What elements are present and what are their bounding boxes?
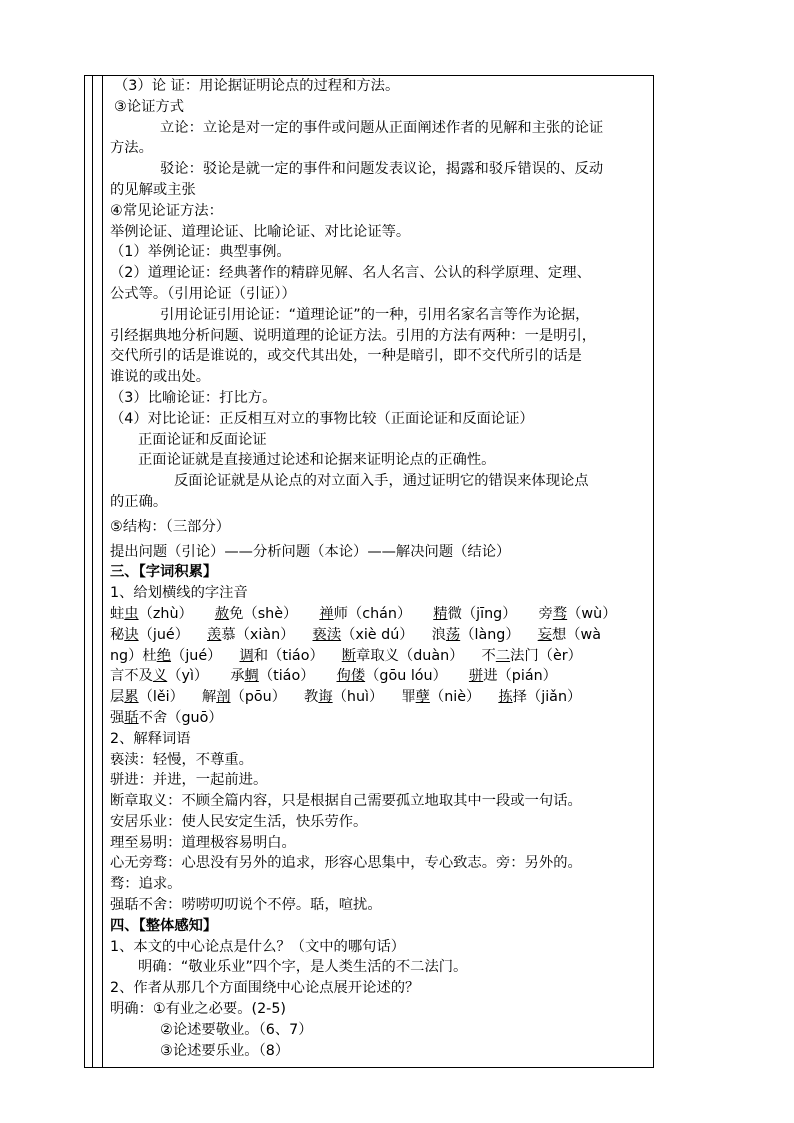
text-line: 正面论证就是直接通过论述和论据来证明论点的正确性。: [138, 452, 496, 469]
pinyin-text: 慕（xiàn）: [221, 626, 295, 643]
pinyin-text: 不舍（guō）: [138, 709, 223, 726]
text-line: 2、解释词语: [110, 730, 191, 747]
pinyin-row: [110, 604, 650, 625]
pinyin-row: [110, 687, 650, 708]
underlined-char: 荡: [445, 626, 461, 643]
pinyin-text: （zhù）: [138, 605, 193, 622]
pinyin-text: 进（pián）: [483, 668, 557, 685]
text-line: 心无旁骛：心思没有另外的追求，形容心思集中，专心致志。旁：另外的。: [110, 855, 582, 872]
underlined-char: 绝: [156, 647, 172, 664]
text-line: 的见解或主张: [110, 181, 196, 198]
pinyin-text: 教: [304, 689, 319, 706]
pinyin-text: （wù）: [567, 605, 617, 622]
pinyin-text: （niè）: [429, 689, 481, 706]
pinyin-row: [110, 666, 650, 687]
text-line: 断章取义：不顾全篇内容，只是根据自己需要孤立地取其中一段或一句话。: [110, 793, 582, 810]
text-line: 强聒不舍：唠唠叨叨说个不停。聒，喧扰。: [110, 897, 382, 914]
pinyin-text: 师（chán）: [333, 605, 412, 622]
pinyin-text: （làng）: [460, 626, 520, 643]
underlined-char: 亵渎: [312, 626, 342, 643]
text-line: 亵渎：轻慢，不尊重。: [110, 751, 253, 768]
table-column-divider: [102, 75, 103, 1068]
underlined-char: 虫: [124, 605, 139, 622]
text-line: ②论述要敬业。（6、7）: [160, 1021, 313, 1038]
text-line: （2）道理论证：经典著作的精辟见解、名人名言、公认的科学原理、定理、: [110, 265, 591, 282]
pinyin-text: 微（jīng）: [447, 605, 517, 622]
pinyin-text: （huì）: [332, 689, 384, 706]
section-heading: 四、【整体感知】: [110, 917, 218, 934]
pinyin-text: 免（shè）: [229, 605, 298, 622]
underlined-char: 聒: [124, 709, 139, 726]
pinyin-item: [401, 687, 480, 708]
pinyin-text: 蛀: [110, 605, 125, 622]
section-heading: 三、【字词积累】: [110, 564, 218, 581]
pinyin-item: [482, 646, 582, 667]
underlined-char: 骈: [468, 668, 484, 685]
text-line: ③论述要乐业。（8）: [160, 1042, 290, 1059]
text-line: 公式等。（引用论证（引证））: [110, 285, 296, 302]
text-line: 交代所引的话是谁说的，或交代其出处，一种是暗引，即不交代所引的话是: [110, 348, 582, 365]
pinyin-text: 择（jiǎn）: [512, 689, 582, 706]
pinyin-text: 言不及: [110, 668, 153, 685]
text-line: ④常见论证方法：: [110, 202, 223, 219]
text-line: 明确：“敬业乐业”四个字，是人类生活的不二法门。: [138, 959, 468, 976]
pinyin-item: [110, 708, 223, 729]
text-line: 提出问题（引论）——分析问题（本论）——解决问题（结论）: [110, 543, 511, 560]
pinyin-text: （gōu lóu）: [365, 668, 447, 685]
pinyin-item: [110, 687, 184, 708]
underlined-char: 诀: [124, 626, 139, 643]
text-line: ③论证方式: [114, 98, 185, 115]
pinyin-item: [202, 687, 286, 708]
pinyin-text: 强: [110, 709, 125, 726]
underlined-char: 羡: [207, 626, 222, 643]
pinyin-text: 章取义（duàn）: [356, 647, 464, 664]
text-line: 反面论证就是从论点的对立面入手，通过证明它的错误来体现论点: [174, 473, 589, 490]
text-line: 举例论证、道理论证、比喻论证、对比论证等。: [110, 223, 411, 240]
pinyin-text: 罪: [401, 689, 416, 706]
pinyin-text: （tiáo）: [258, 668, 315, 685]
pinyin-item: [215, 604, 298, 625]
pinyin-item: [498, 687, 581, 708]
underlined-char: 拣: [498, 689, 513, 706]
underlined-char: 蜩: [244, 668, 259, 685]
underlined-char: 调: [239, 647, 254, 664]
text-line: 明确：①有业之必要。(2-5): [110, 1001, 286, 1018]
pinyin-text: 不: [481, 647, 496, 664]
pinyin-item: [469, 666, 557, 687]
pinyin-text: 想（wà: [551, 626, 602, 643]
text-line: （3）比喻论证：打比方。: [110, 389, 277, 406]
text-line: 的正确。: [110, 493, 168, 510]
pinyin-text: 法门（èr）: [510, 647, 582, 664]
pinyin-text: 承: [230, 668, 245, 685]
pinyin-text: 浪: [431, 626, 446, 643]
pinyin-item: [230, 666, 314, 687]
underlined-char: 累: [124, 689, 139, 706]
pinyin-item: [239, 646, 323, 667]
underlined-char: 赦: [214, 605, 230, 622]
text-line: 方法。: [110, 140, 153, 157]
pinyin-text: 和（tiáo）: [253, 647, 324, 664]
document-body: [110, 76, 650, 1061]
pinyin-row: [110, 625, 650, 646]
underlined-char: 佝偻: [336, 668, 366, 685]
text-line: 骈进：并进，一起前进。: [110, 772, 268, 789]
pinyin-text: （pōu）: [230, 689, 287, 706]
text-line: 立论：立论是对一定的事件或问题从正面阐述作者的见解和主张的论证: [160, 119, 604, 136]
pinyin-item: [110, 625, 189, 646]
text-line: 安居乐业：使人民安定生活，快乐劳作。: [110, 813, 368, 830]
pinyin-text: 秘: [110, 626, 125, 643]
text-line: 理至易明：道理极容易明白。: [110, 834, 296, 851]
pinyin-item: [110, 666, 208, 687]
pinyin-text: （xiè dú）: [341, 626, 414, 643]
pinyin-item: [110, 604, 193, 625]
pinyin-text: 解: [201, 689, 217, 706]
pinyin-item: [312, 625, 413, 646]
pinyin-item: [538, 625, 601, 646]
pinyin-text: 旁: [538, 605, 553, 622]
pinyin-item: [432, 625, 520, 646]
pinyin-row: [110, 708, 650, 729]
pinyin-row: [110, 646, 650, 667]
pinyin-item: [304, 687, 383, 708]
text-line: 1、本文的中心论点是什么？（文中的哪句话）: [110, 938, 406, 955]
underlined-char: 精: [433, 605, 448, 622]
pinyin-item: [337, 666, 447, 687]
pinyin-text: ng）杜: [110, 647, 157, 664]
text-line: 正面论证和反面论证: [138, 431, 267, 448]
pinyin-text: （jué）: [138, 626, 190, 643]
pinyin-item: [433, 604, 516, 625]
text-line: 2、作者从那几个方面围绕中心论点展开论述的？: [110, 980, 420, 997]
underlined-char: 义: [152, 668, 168, 685]
pinyin-text: （jué）: [171, 647, 222, 664]
underlined-char: 断: [341, 647, 357, 664]
underlined-char: 剖: [216, 689, 231, 706]
underlined-char: 骛: [552, 605, 568, 622]
underlined-char: 孽: [415, 689, 430, 706]
text-line: 引经据典地分析问题、说明道理的论证方法。引用的方法有两种：一是明引，: [110, 327, 597, 344]
pinyin-text: （lěi）: [138, 689, 184, 706]
pinyin-item: [319, 604, 411, 625]
pinyin-text: （yì）: [167, 668, 209, 685]
text-line: 引用论证引用论证：“道理论证”的一种，引用名家名言等作为论据，: [160, 306, 590, 323]
text-line: （4）对比论证：正反相互对立的事物比较（正面论证和反面论证）: [110, 410, 534, 427]
text-line: 谁说的或出处。: [110, 369, 211, 386]
text-line: （3）论 证：用论据证明论点的过程和方法。: [114, 78, 400, 94]
text-line: 驳论：驳论是就一定的事件和问题发表议论，揭露和驳斥错误的、反动: [160, 161, 604, 178]
pinyin-item: [342, 646, 464, 667]
underlined-char: 诲: [318, 689, 333, 706]
text-line: ⑤结构：（三部分）: [110, 518, 231, 535]
table-inner-border-left: [92, 75, 93, 1068]
text-line: 1、给划横线的字注音: [110, 585, 248, 602]
pinyin-item: [207, 625, 294, 646]
pinyin-text: 层: [110, 689, 125, 706]
pinyin-item: [110, 646, 221, 667]
underlined-char: 妄: [537, 626, 552, 643]
pinyin-item: [539, 604, 617, 625]
underlined-char: 二: [495, 647, 511, 664]
text-line: 骛：追求。: [110, 876, 182, 893]
text-line: （1）举例论证：典型事例。: [110, 244, 291, 261]
underlined-char: 禅: [319, 605, 334, 622]
